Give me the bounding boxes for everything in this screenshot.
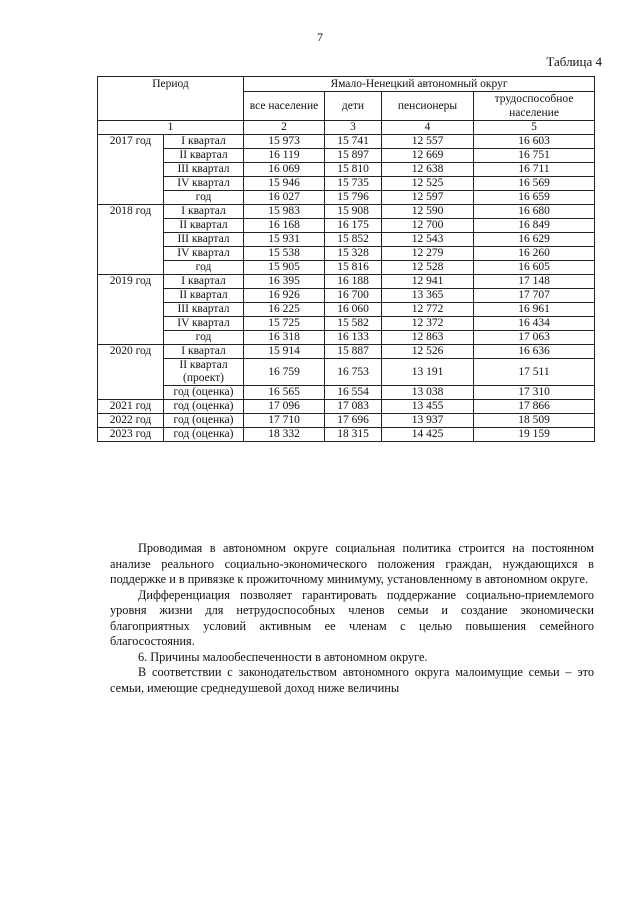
table-row — [98, 163, 595, 177]
value-pensioners: 13 365 — [382, 289, 474, 303]
column-number: 1 — [98, 121, 244, 135]
year-cell: 2018 год — [98, 205, 164, 275]
value-all: 16 225 — [244, 303, 325, 317]
page-number: 7 — [317, 30, 323, 44]
value-children: 17 696 — [325, 414, 382, 428]
value-children: 15 810 — [325, 163, 382, 177]
value-working: 17 148 — [474, 275, 595, 289]
table-row — [98, 317, 595, 331]
value-all: 17 096 — [244, 400, 325, 414]
value-pensioners: 12 557 — [382, 135, 474, 149]
value-children: 17 083 — [325, 400, 382, 414]
value-working: 16 711 — [474, 163, 595, 177]
value-pensioners: 12 525 — [382, 177, 474, 191]
value-pensioners: 13 038 — [382, 386, 474, 400]
value-children: 16 175 — [325, 219, 382, 233]
period-cell: III квартал — [164, 303, 244, 317]
value-all: 16 027 — [244, 191, 325, 205]
value-all: 15 973 — [244, 135, 325, 149]
value-pensioners: 12 526 — [382, 345, 474, 359]
column-header: пенсионеры — [382, 92, 474, 121]
value-children: 15 735 — [325, 177, 382, 191]
year-cell: 2017 год — [98, 135, 164, 205]
column-header: все население — [244, 92, 325, 121]
header-period: Период — [98, 77, 244, 121]
table-row — [98, 191, 595, 205]
value-working: 16 260 — [474, 247, 595, 261]
table-row — [98, 233, 595, 247]
paragraph: В соответствии с законодательством автономного округа малоимущие семьи – это семьи, имеющие среднедушевой доход ниже величины — [110, 665, 594, 695]
year-cell: 2020 год — [98, 345, 164, 400]
value-children: 15 897 — [325, 149, 382, 163]
value-children: 16 700 — [325, 289, 382, 303]
year-cell: 2023 год — [98, 428, 164, 442]
period-cell: II квартал — [164, 289, 244, 303]
column-numbers-row — [98, 121, 595, 135]
value-all: 15 931 — [244, 233, 325, 247]
table-row — [98, 386, 595, 400]
table-row — [98, 205, 595, 219]
value-pensioners: 12 863 — [382, 331, 474, 345]
value-children: 16 753 — [325, 359, 382, 386]
table-body — [98, 135, 595, 442]
table-row — [98, 219, 595, 233]
value-pensioners: 13 937 — [382, 414, 474, 428]
value-all: 16 168 — [244, 219, 325, 233]
period-cell: II квартал (проект) — [164, 359, 244, 386]
value-pensioners: 12 597 — [382, 191, 474, 205]
value-working: 17 707 — [474, 289, 595, 303]
table-row — [98, 331, 595, 345]
value-children: 16 188 — [325, 275, 382, 289]
value-all: 16 926 — [244, 289, 325, 303]
table-row — [98, 414, 595, 428]
table-row — [98, 149, 595, 163]
value-all: 16 318 — [244, 331, 325, 345]
value-working: 16 961 — [474, 303, 595, 317]
table-row — [98, 135, 595, 149]
value-all: 16 395 — [244, 275, 325, 289]
period-cell: IV квартал — [164, 317, 244, 331]
value-children: 15 908 — [325, 205, 382, 219]
paragraph: 6. Причины малообеспеченности в автономном округе. — [138, 649, 428, 664]
column-number: 4 — [382, 121, 474, 135]
value-pensioners: 12 279 — [382, 247, 474, 261]
table-row — [98, 400, 595, 414]
value-working: 16 434 — [474, 317, 595, 331]
value-children: 16 554 — [325, 386, 382, 400]
table-row — [98, 428, 595, 442]
value-children: 15 816 — [325, 261, 382, 275]
value-children: 15 582 — [325, 317, 382, 331]
subsistence-minimum-table — [97, 76, 595, 442]
value-pensioners: 12 941 — [382, 275, 474, 289]
period-cell: год (оценка) — [164, 428, 244, 442]
value-all: 15 983 — [244, 205, 325, 219]
period-cell: год — [164, 261, 244, 275]
column-number: 5 — [474, 121, 595, 135]
value-children: 16 133 — [325, 331, 382, 345]
value-working: 16 636 — [474, 345, 595, 359]
value-children: 15 328 — [325, 247, 382, 261]
column-number: 3 — [325, 121, 382, 135]
table-row — [98, 345, 595, 359]
value-working: 16 751 — [474, 149, 595, 163]
period-cell: IV квартал — [164, 177, 244, 191]
period-cell: I квартал — [164, 205, 244, 219]
value-all: 16 069 — [244, 163, 325, 177]
value-all: 18 332 — [244, 428, 325, 442]
table-row — [98, 359, 595, 386]
value-working: 17 511 — [474, 359, 595, 386]
table-row — [98, 275, 595, 289]
value-working: 17 063 — [474, 331, 595, 345]
paragraph: Дифференциация позволяет гарантировать поддержание социально-приемлемого уровня жизни для нетрудоспособных членов семьи и создание экономически благоприятных условий активным ее членам с целью повышения семейного благосостояния. — [110, 587, 594, 648]
value-working: 17 866 — [474, 400, 595, 414]
period-cell: год (оценка) — [164, 386, 244, 400]
period-cell: I квартал — [164, 275, 244, 289]
period-cell: год — [164, 191, 244, 205]
value-working: 16 605 — [474, 261, 595, 275]
value-all: 16 119 — [244, 149, 325, 163]
period-cell: I квартал — [164, 345, 244, 359]
year-cell: 2019 год — [98, 275, 164, 345]
period-cell: год — [164, 331, 244, 345]
value-all: 15 905 — [244, 261, 325, 275]
value-working: 18 509 — [474, 414, 595, 428]
header-region: Ямало-Ненецкий автономный округ — [244, 77, 595, 92]
value-working: 16 680 — [474, 205, 595, 219]
period-cell: IV квартал — [164, 247, 244, 261]
value-pensioners: 12 700 — [382, 219, 474, 233]
column-number: 2 — [244, 121, 325, 135]
body-text — [110, 541, 594, 696]
table-row — [98, 177, 595, 191]
value-children: 15 741 — [325, 135, 382, 149]
value-working: 17 310 — [474, 386, 595, 400]
table-row — [98, 247, 595, 261]
paragraph: Проводимая в автономном округе социальная политика строится на постоянном анализе реального социально-экономического положения граждан, нуждающихся в поддержке и в привязке к прожиточному минимуму, установленному в автономном округе. — [110, 541, 594, 586]
value-all: 15 946 — [244, 177, 325, 191]
table-caption: Таблица 4 — [546, 54, 602, 69]
value-pensioners: 12 590 — [382, 205, 474, 219]
value-children: 16 060 — [325, 303, 382, 317]
table-row — [98, 289, 595, 303]
value-working: 16 849 — [474, 219, 595, 233]
period-cell: III квартал — [164, 163, 244, 177]
value-children: 15 852 — [325, 233, 382, 247]
value-pensioners: 13 455 — [382, 400, 474, 414]
year-cell: 2021 год — [98, 400, 164, 414]
period-cell: год (оценка) — [164, 400, 244, 414]
period-cell: II квартал — [164, 219, 244, 233]
value-all: 15 538 — [244, 247, 325, 261]
value-pensioners: 13 191 — [382, 359, 474, 386]
value-children: 15 887 — [325, 345, 382, 359]
table-row — [98, 303, 595, 317]
period-cell: II квартал — [164, 149, 244, 163]
column-header: дети — [325, 92, 382, 121]
value-children: 18 315 — [325, 428, 382, 442]
column-header: трудоспособное население — [474, 92, 595, 121]
period-cell: год (оценка) — [164, 414, 244, 428]
table-row — [98, 261, 595, 275]
period-cell: III квартал — [164, 233, 244, 247]
value-pensioners: 12 528 — [382, 261, 474, 275]
value-working: 16 659 — [474, 191, 595, 205]
value-all: 15 725 — [244, 317, 325, 331]
value-all: 15 914 — [244, 345, 325, 359]
value-working: 16 629 — [474, 233, 595, 247]
value-pensioners: 12 669 — [382, 149, 474, 163]
value-pensioners: 12 772 — [382, 303, 474, 317]
value-all: 16 759 — [244, 359, 325, 386]
value-pensioners: 12 372 — [382, 317, 474, 331]
value-all: 17 710 — [244, 414, 325, 428]
value-pensioners: 14 425 — [382, 428, 474, 442]
year-cell: 2022 год — [98, 414, 164, 428]
value-pensioners: 12 638 — [382, 163, 474, 177]
value-all: 16 565 — [244, 386, 325, 400]
value-pensioners: 12 543 — [382, 233, 474, 247]
period-cell: I квартал — [164, 135, 244, 149]
value-working: 16 569 — [474, 177, 595, 191]
value-working: 16 603 — [474, 135, 595, 149]
value-working: 19 159 — [474, 428, 595, 442]
value-children: 15 796 — [325, 191, 382, 205]
